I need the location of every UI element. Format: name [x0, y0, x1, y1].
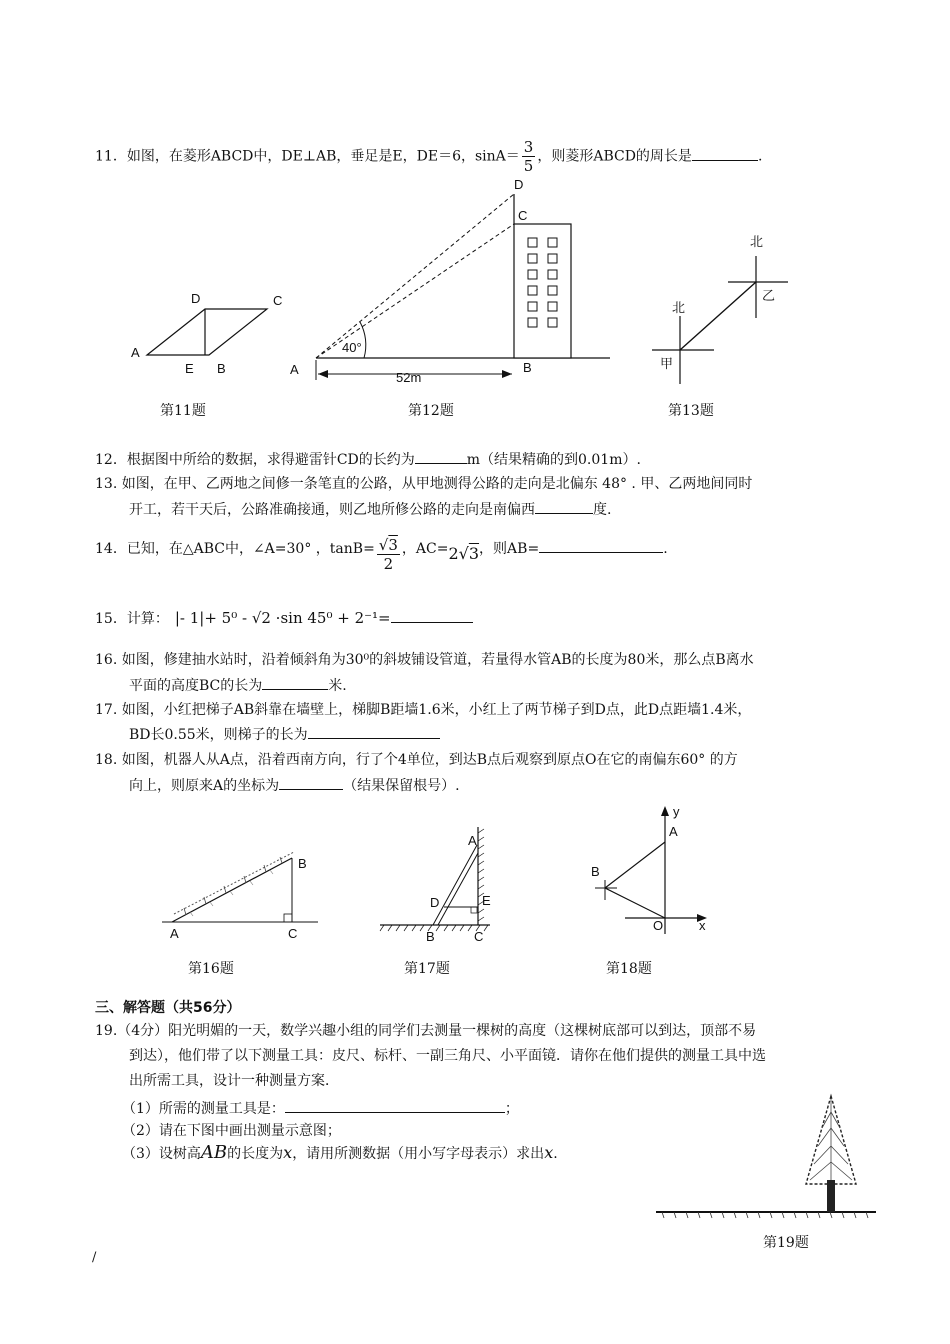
- question-14: [95, 538, 668, 586]
- figure-12: [280, 172, 620, 387]
- fig17-right-angle: [471, 907, 477, 913]
- question-12: [95, 449, 641, 470]
- q19-sub3-ab: AB: [200, 1142, 228, 1163]
- q19-line1: 19.（4分）阳光明媚的一天，数学兴趣小组的同学们去测量一棵树的高度（这棵树底部可以到达，顶部不易: [95, 1023, 757, 1039]
- fig17-label-b: B: [426, 929, 435, 944]
- figure-19: [652, 1088, 882, 1228]
- q11-suffix: ，则菱形ABCD的周长是: [537, 148, 692, 165]
- q14-tanb-den: 2: [383, 555, 394, 573]
- q11-frac-den: 5: [523, 157, 534, 175]
- q19-sub3-c: ，请用所测数据（用小写字母表示）求出: [292, 1146, 545, 1162]
- fig11-label-c: C: [273, 293, 283, 308]
- q19-line2: 到达），他们带了以下测量工具：皮尺、标杆、一副三角尺、小平面镜．请你在他们提供的测量工具中选: [129, 1048, 766, 1064]
- fig17-ladder-left: [433, 845, 477, 925]
- fig13-north-label-jia: 北: [672, 300, 686, 315]
- q13-line2-prefix: 开工，若干天后，公路准确接通，则乙地所修公路的走向是南偏西: [129, 502, 535, 518]
- figure-18: [585, 802, 715, 942]
- q14-mid: ，AC=: [401, 541, 449, 557]
- fig18-y-arrow: [661, 806, 669, 816]
- q19-line3: 出所需工具，设计一种测量方案．: [129, 1073, 339, 1089]
- q18-line1: 18. 如图，机器人从A点，沿着西南方向，行了个4单位，到达B点后观察到原点O在它的南偏东60° 的方: [95, 752, 738, 768]
- fig18-label-o: O: [653, 918, 664, 933]
- q19-sub3-b: 的长度为: [227, 1146, 284, 1162]
- q15-answer-blank[interactable]: [391, 608, 473, 623]
- fig12-label-d: D: [514, 177, 524, 192]
- fig18-caption: 第18题: [606, 961, 652, 977]
- fig13-label-yi: 乙: [762, 288, 776, 303]
- q19-sub1: [122, 1098, 519, 1119]
- q18-line2-suffix: （结果保留根号）.: [343, 778, 460, 794]
- fig16-caption: 第16题: [188, 961, 234, 977]
- fig18-label-x: x: [699, 918, 706, 933]
- q18-line2: [129, 775, 460, 796]
- q16-line2-prefix: 平面的高度BC的长为: [129, 678, 263, 694]
- q11-answer-blank[interactable]: [692, 146, 758, 161]
- fig12-label-a: A: [290, 362, 299, 377]
- fig12-building: [514, 224, 571, 358]
- fig11-label-b: B: [217, 361, 226, 376]
- fig12-label-b: B: [523, 360, 532, 375]
- q16-line2-suffix: 米.: [328, 678, 347, 694]
- q14-tanb-radicand: 3: [388, 536, 398, 554]
- q11-prefix: 11．如图，在菱形ABCD中，DE⊥AB，垂足是E，DE＝6，sinA＝: [95, 148, 520, 165]
- fig11-label-e: E: [185, 361, 194, 376]
- fig16-hatching: [190, 870, 273, 916]
- q12-answer-blank[interactable]: [415, 449, 467, 464]
- fig12-sightline-ad: [316, 194, 514, 358]
- fig16-label-b: B: [298, 856, 307, 871]
- q17-answer-blank[interactable]: [308, 724, 440, 739]
- fig17-caption: 第17题: [404, 961, 450, 977]
- fig19-branches: [810, 1098, 852, 1180]
- q19-sub3-x2: x: [544, 1143, 554, 1162]
- q19-tools-blank[interactable]: [285, 1098, 505, 1113]
- fig13-caption: 第13题: [668, 403, 714, 419]
- figure-13: [640, 228, 810, 388]
- fig12-arrow-right: [502, 370, 512, 378]
- q17-line2: [129, 724, 440, 745]
- q16-line2: [129, 675, 347, 696]
- q12-suffix: m（结果精确的到0.01m）.: [466, 452, 641, 468]
- q19-sub1-prefix: （1）所需的测量工具是：: [122, 1101, 285, 1117]
- fig13-north-label-yi: 北: [750, 234, 764, 249]
- fig17-ladder-right: [438, 853, 478, 925]
- fig12-sightline-ac: [316, 224, 514, 358]
- q13-line1: 13. 如图，在甲、乙两地之间修一条笔直的公路，从甲地测得公路的走向是北偏东 48° . 甲、乙两地间同时: [95, 476, 753, 492]
- question-15: [95, 608, 473, 629]
- q11-fraction: [522, 138, 536, 175]
- fig16-label-c: C: [288, 926, 298, 941]
- q14-tanb-fraction: [377, 536, 400, 573]
- fig12-arrow-left: [318, 370, 328, 378]
- fig11-caption: 第11题: [160, 403, 206, 419]
- q19-sub3-x: x: [283, 1143, 293, 1162]
- fig18-label-b: B: [591, 864, 600, 879]
- q12-prefix: 12．根据图中所给的数据，求得避雷针CD的长约为: [95, 452, 415, 468]
- q16-answer-blank[interactable]: [262, 675, 328, 690]
- q18-answer-blank[interactable]: [279, 775, 343, 790]
- footer-mark: /: [92, 1250, 97, 1265]
- q11-frac-num: 3: [523, 138, 534, 156]
- fig12-caption: 第12题: [408, 403, 454, 419]
- q19-sub3-end: .: [553, 1146, 558, 1162]
- fig17-label-d: D: [430, 895, 440, 910]
- q11-end: .: [757, 148, 763, 165]
- fig19-caption: 第19题: [763, 1235, 809, 1251]
- section-3-heading: 三、解答题（共56分）: [95, 1000, 241, 1016]
- figure-11: [125, 285, 295, 385]
- q14-tanb-num: √3: [378, 536, 398, 554]
- q17-line1: 17. 如图，小红把梯子AB斜靠在墙壁上，梯脚B距墙1.6米，小红上了两节梯子到D点，此D点距墙1.4米，: [95, 702, 752, 718]
- q14-end: .: [663, 541, 668, 557]
- question-11: [95, 138, 762, 175]
- q14-tail: ，则AB=: [479, 541, 540, 557]
- fig17-label-a: A: [468, 833, 477, 848]
- fig11-label-d: D: [191, 291, 201, 306]
- fig16-label-a: A: [170, 926, 179, 941]
- fig18-path-ab: [605, 842, 665, 888]
- fig11-rhombus: [147, 309, 267, 355]
- q19-sub2: （2）请在下图中画出测量示意图；: [122, 1123, 341, 1139]
- fig19-trunk: [827, 1180, 835, 1212]
- fig17-label-e: E: [482, 893, 491, 908]
- fig18-label-a: A: [669, 824, 678, 839]
- fig12-distance-label: 52m: [396, 370, 422, 385]
- q19-sub3-a: （3）设树高: [122, 1146, 201, 1162]
- fig12-angle-label: 40°: [342, 340, 362, 355]
- q13-line2-suffix: 度.: [593, 502, 612, 518]
- q18-line2-prefix: 向上，则原来A的坐标为: [129, 778, 280, 794]
- q14-answer-blank[interactable]: [539, 538, 663, 553]
- q14-ac-value: 2√3: [448, 544, 480, 563]
- q16-line1: 16. 如图，修建抽水站时，沿着倾斜角为30⁰的斜坡铺设管道，若量得水管AB的长度为80米，那么点B离水: [95, 652, 754, 668]
- q14-ac-coef: 2: [448, 544, 459, 563]
- q19-sub1-suffix: ；: [504, 1101, 519, 1117]
- fig13-label-jia: 甲: [660, 356, 674, 371]
- q19-sub3: [122, 1143, 558, 1164]
- fig17-label-c: C: [474, 929, 484, 944]
- figure-16: [160, 848, 330, 948]
- q13-answer-blank[interactable]: [535, 499, 593, 514]
- fig11-label-a: A: [131, 345, 140, 360]
- fig18-label-y: y: [673, 804, 680, 819]
- q14-prefix: 14．已知，在△ABC中，∠A=30° ，tanB=: [95, 541, 375, 557]
- fig16-pipe: [174, 852, 294, 914]
- fig12-label-c: C: [518, 208, 528, 223]
- q17-line2-prefix: BD长0.55米，则梯子的长为: [129, 727, 308, 743]
- q15-prefix: 15．计算：: [95, 611, 169, 627]
- figure-17: [378, 825, 498, 950]
- fig18-segment-bo: [605, 888, 665, 918]
- q13-line2: [129, 499, 611, 520]
- fig13-road: [680, 282, 756, 350]
- fig16-right-angle: [284, 914, 292, 922]
- q14-ac-radicand: 3: [468, 544, 480, 563]
- q15-expression: |- 1|+ 5⁰ - √2 ·sin 45⁰ + 2⁻¹=: [174, 609, 391, 627]
